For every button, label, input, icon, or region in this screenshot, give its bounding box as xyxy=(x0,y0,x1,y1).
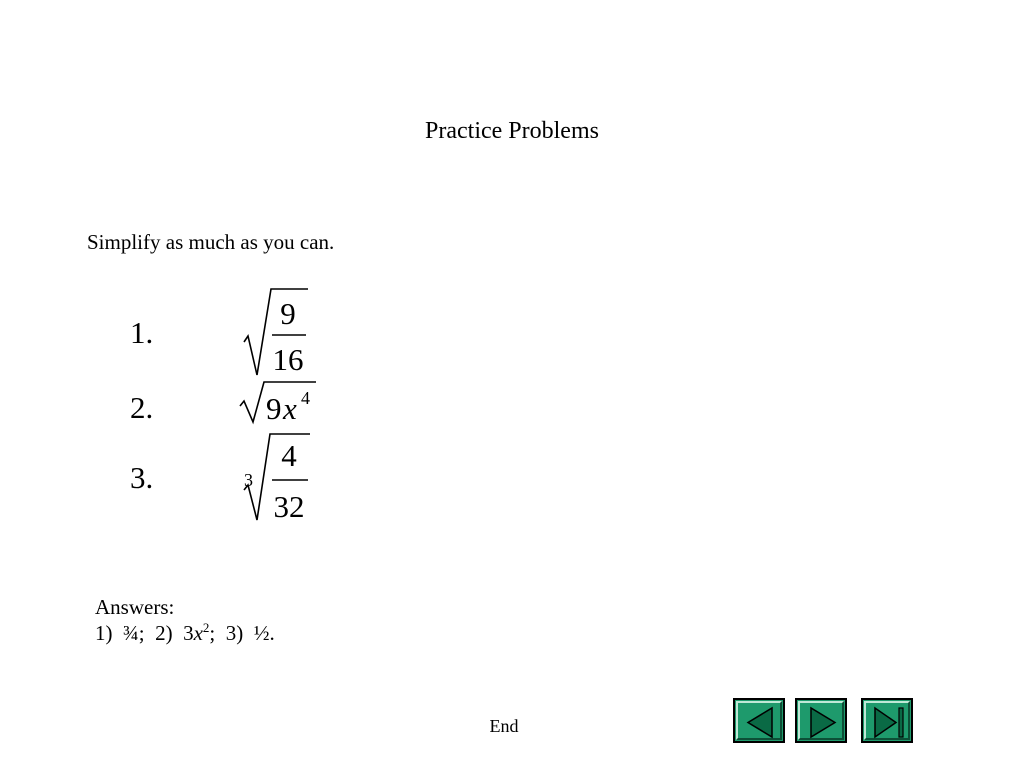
problem-2-expression xyxy=(236,376,326,428)
answer-3-label: 3) xyxy=(225,621,244,645)
instruction-text: Simplify as much as you can. xyxy=(87,230,335,254)
problem-number-1: 1. xyxy=(130,315,154,350)
radicand-coefficient: 9 xyxy=(266,391,282,426)
fraction-numerator: 4 xyxy=(281,438,297,473)
answers-block xyxy=(95,594,275,646)
problem-1-expression xyxy=(238,282,318,382)
answer-2-variable: x xyxy=(193,621,203,645)
problem-3-expression xyxy=(238,428,318,526)
triangle-right-icon xyxy=(797,700,849,745)
previous-slide-button[interactable] xyxy=(733,698,785,743)
last-slide-button[interactable] xyxy=(861,698,913,743)
answer-2-separator: ; xyxy=(209,621,216,645)
answer-2-exponent: 2 xyxy=(202,620,210,635)
end-label: End xyxy=(489,716,519,736)
answer-3-value: ½. xyxy=(253,621,275,645)
skip-to-end-icon xyxy=(863,700,915,745)
fraction-denominator: 16 xyxy=(272,342,304,377)
answer-2-coefficient: 3 xyxy=(183,621,194,645)
problem-number-3: 3. xyxy=(130,460,154,495)
answers-heading: Answers: xyxy=(95,595,175,619)
problem-number-2: 2. xyxy=(130,390,154,425)
answer-2-label: 2) xyxy=(155,621,173,645)
radicand-variable: x xyxy=(283,391,297,426)
fraction-denominator: 32 xyxy=(273,489,305,524)
answer-1-label: 1) xyxy=(95,621,113,645)
fraction-numerator: 9 xyxy=(280,296,296,331)
radicand-exponent: 4 xyxy=(301,388,310,408)
answers-line xyxy=(95,620,275,646)
radical-index: 3 xyxy=(244,470,253,490)
next-slide-button[interactable] xyxy=(795,698,847,743)
slide-title: Practice Problems xyxy=(425,118,599,144)
answer-1-value: ¾; xyxy=(123,621,145,645)
triangle-left-icon xyxy=(735,700,787,745)
